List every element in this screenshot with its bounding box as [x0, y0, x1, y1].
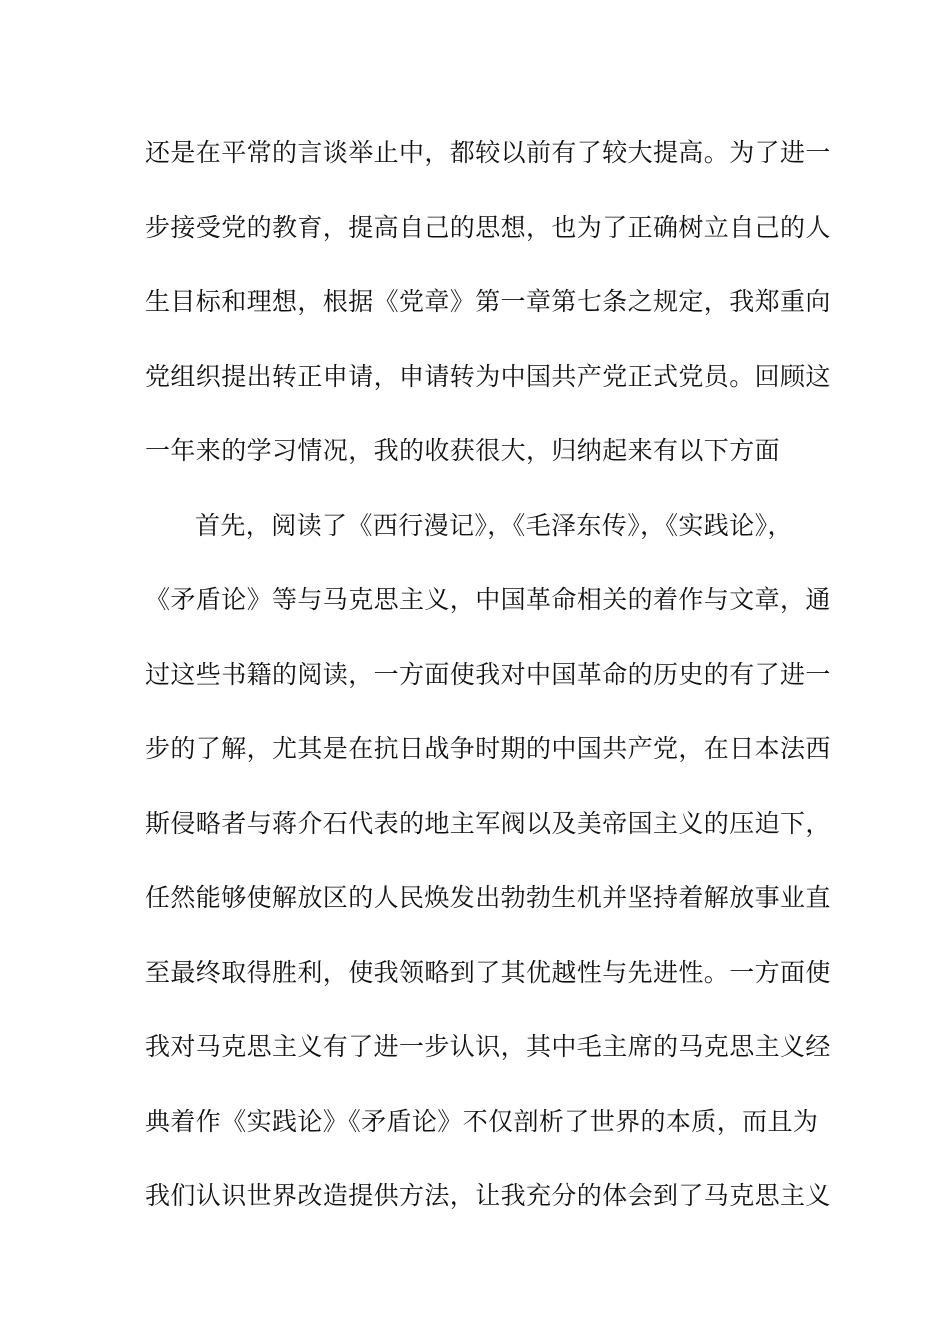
text-line: 我们认识世界改造提供方法，让我充分的体会到了马克思主义 — [145, 1181, 831, 1210]
text-line: 步的了解，尤其是在抗日战争时期的中国共产党，在日本法西 — [145, 734, 831, 763]
text-line: 党组织提出转正申请，申请转为中国共产党正式党员。回顾这 — [145, 361, 831, 391]
text-line: 过这些书籍的阅读，一方面使我对中国革命的历史的有了进一 — [145, 659, 831, 689]
text-line: 步接受党的教育，提高自己的思想，也为了正确树立自己的人 — [145, 212, 831, 242]
text-line: 任然能够使解放区的人民焕发出勃勃生机并坚持着解放事业直 — [145, 883, 831, 912]
text-line: 我对马克思主义有了进一步认识，其中毛主席的马克思主义经 — [145, 1032, 831, 1061]
document-body — [145, 125, 831, 1243]
text-line: 斯侵略者与蒋介石代表的地主军阀以及美帝国主义的压迫下， — [145, 808, 831, 838]
text-line: 一年来的学习情况，我的收获很大，归纳起来有以下方面 — [145, 436, 781, 465]
paragraph-first-line: 首先，阅读了《西行漫记》，《毛泽东传》，《实践论》， — [195, 510, 793, 540]
text-line: 至最终取得胜利，使我领略到了其优越性与先进性。一方面使 — [145, 957, 831, 987]
text-line: 还是在平常的言谈举止中，都较以前有了较大提高。为了进一 — [145, 138, 831, 167]
text-line: 生目标和理想，根据《党章》第一章第七条之规定，我郑重向 — [145, 287, 831, 316]
text-line: 典着作《实践论》《矛盾论》不仅剖析了世界的本质，而且为 — [145, 1106, 819, 1136]
text-line: 《矛盾论》等与马克思主义，中国革命相关的着作与文章，通 — [145, 585, 831, 614]
